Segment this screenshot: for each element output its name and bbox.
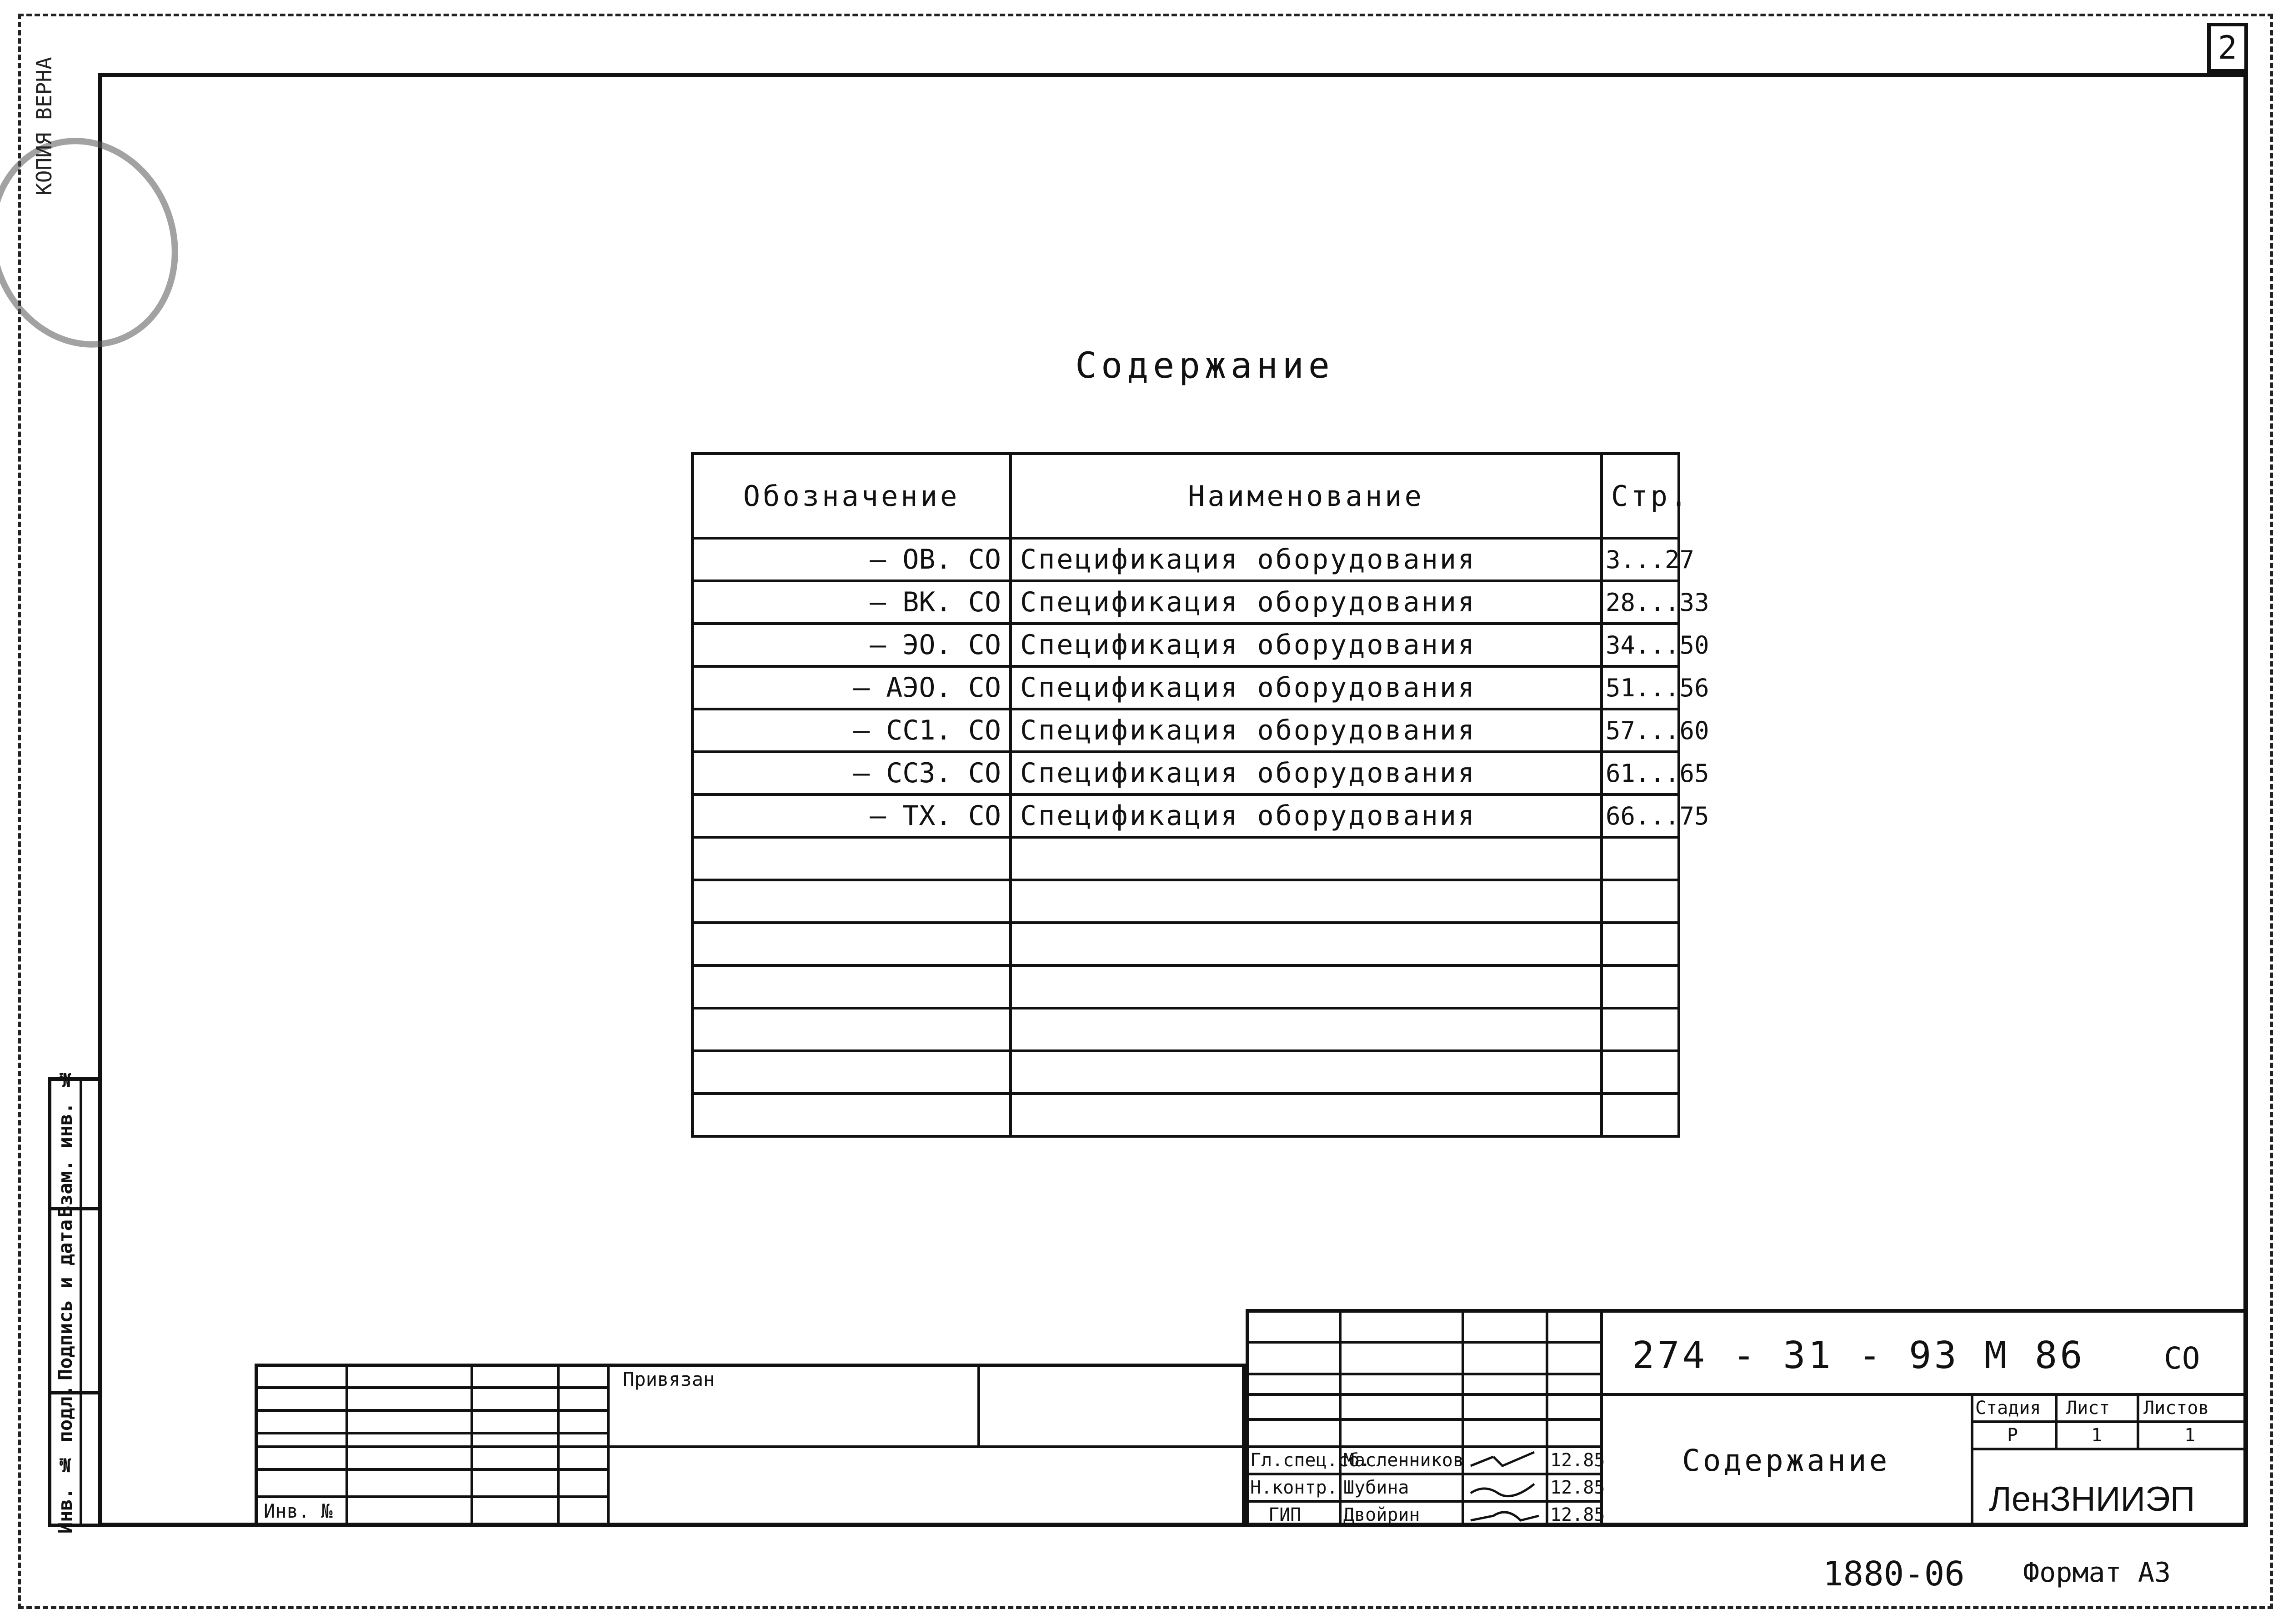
organization-name: ЛенЗНИИЭП [1989,1480,2195,1519]
grid-line [1246,1418,1600,1421]
sign-date: 12.85 [1550,1504,1605,1525]
row-pages: 51...56 [1602,666,1679,709]
header-page: Стр. [1602,454,1679,538]
row-pages: 34...50 [1602,624,1679,666]
row-name: Спецификация оборудования [1011,581,1602,624]
paper-format: Формат А3 [2023,1557,2171,1589]
row-pages: 61...65 [1602,752,1679,795]
row-pages: 3...27 [1602,538,1679,581]
empty-row [692,1051,1679,1094]
grid-line [1246,1393,2248,1396]
sheets-value: 1 [2184,1425,2196,1446]
sheet-number: 2 [2207,23,2248,73]
document-title: Содержание [1682,1443,1890,1478]
table-header-row [692,454,1679,538]
stage-value: Р [2007,1425,2018,1446]
strip-inner-line [80,1077,82,1527]
strip-sign-date-label: Подпись и дата [54,1219,76,1380]
table-row [692,666,1679,709]
row-pages: 28...33 [1602,581,1679,624]
table-row [692,538,1679,581]
strip-inv-replace-cell [51,1069,79,1218]
grid-line [1246,1500,1600,1503]
row-name: Спецификация оборудования [1011,624,1602,666]
empty-row [692,880,1679,923]
grid-line [1246,1473,1600,1475]
document-type: СО [2164,1341,2200,1376]
row-code: — ЭО. СО [692,624,1011,666]
row-code: — АЭО. СО [692,666,1011,709]
sign-name: Масленников [1343,1450,1464,1471]
strip-inv-orig-cell [51,1384,79,1534]
row-pages: 66...75 [1602,795,1679,837]
table-row [692,752,1679,795]
strip-inv-orig-label: Инв. № подл. [54,1384,76,1534]
row-code: — СС3. СО [692,752,1011,795]
strip-inv-replace-label: Взам. инв. № [54,1069,76,1218]
copy-stamp-text: КОПИЯ ВЕРНА [32,57,56,195]
sheet-value: 1 [2091,1425,2103,1446]
document-code: 274 - 31 - 93 М 86 [1632,1334,2085,1377]
contents-table [691,452,1709,1138]
header-name: Наименование [1011,454,1602,538]
empty-row [692,923,1679,965]
sign-role: Гл.спец.сб. [1250,1450,1371,1471]
table-row [692,624,1679,666]
page-title: Содержание [1075,345,1334,386]
row-code: — ТХ. СО [692,795,1011,837]
row-name: Спецификация оборудования [1011,538,1602,581]
sheet-label: Лист [2066,1398,2110,1419]
sign-role: Н.контр. [1250,1477,1338,1498]
archive-number: 1880-06 [1823,1554,1965,1594]
row-name: Спецификация оборудования [1011,795,1602,837]
sheets-label: Листов [2143,1398,2209,1419]
grid-line [1971,1448,2248,1450]
row-code: — ВК. СО [692,581,1011,624]
grid-line [255,1468,607,1471]
row-name: Спецификация оборудования [1011,709,1602,752]
row-name: Спецификация оборудования [1011,666,1602,709]
grid-line [255,1445,1246,1448]
row-pages: 57...60 [1602,709,1679,752]
empty-row [692,1094,1679,1136]
grid-line [1246,1445,1600,1448]
grid-line [255,1409,607,1412]
table-row [692,581,1679,624]
stage-label: Стадия [1975,1398,2041,1419]
grid-line [255,1495,607,1498]
inv-number-label: Инв. № [264,1500,333,1522]
binding-label: Привязан [623,1368,715,1390]
empty-row [692,837,1679,880]
empty-row [692,1008,1679,1051]
sign-role: ГИП [1268,1504,1302,1525]
row-code: — ОВ. СО [692,538,1011,581]
row-code: — СС1. СО [692,709,1011,752]
table-row [692,795,1679,837]
grid-line [1971,1420,2248,1423]
sign-date: 12.85 [1550,1450,1605,1471]
grid-line [1246,1373,1600,1375]
grid-line [255,1432,607,1434]
grid-line [1246,1341,1600,1344]
table-row [692,709,1679,752]
sign-name: Шубина [1343,1477,1409,1498]
sign-date: 12.85 [1550,1477,1605,1498]
signature-scribbles-icon [1466,1448,1543,1525]
header-designation: Обозначение [692,454,1011,538]
strip-sign-date-cell [51,1211,79,1389]
grid-line [977,1364,980,1445]
sign-name: Двойрин [1343,1504,1420,1525]
empty-row [692,965,1679,1008]
grid-line [1971,1393,1973,1527]
row-name: Спецификация оборудования [1011,752,1602,795]
grid-line [255,1386,607,1389]
